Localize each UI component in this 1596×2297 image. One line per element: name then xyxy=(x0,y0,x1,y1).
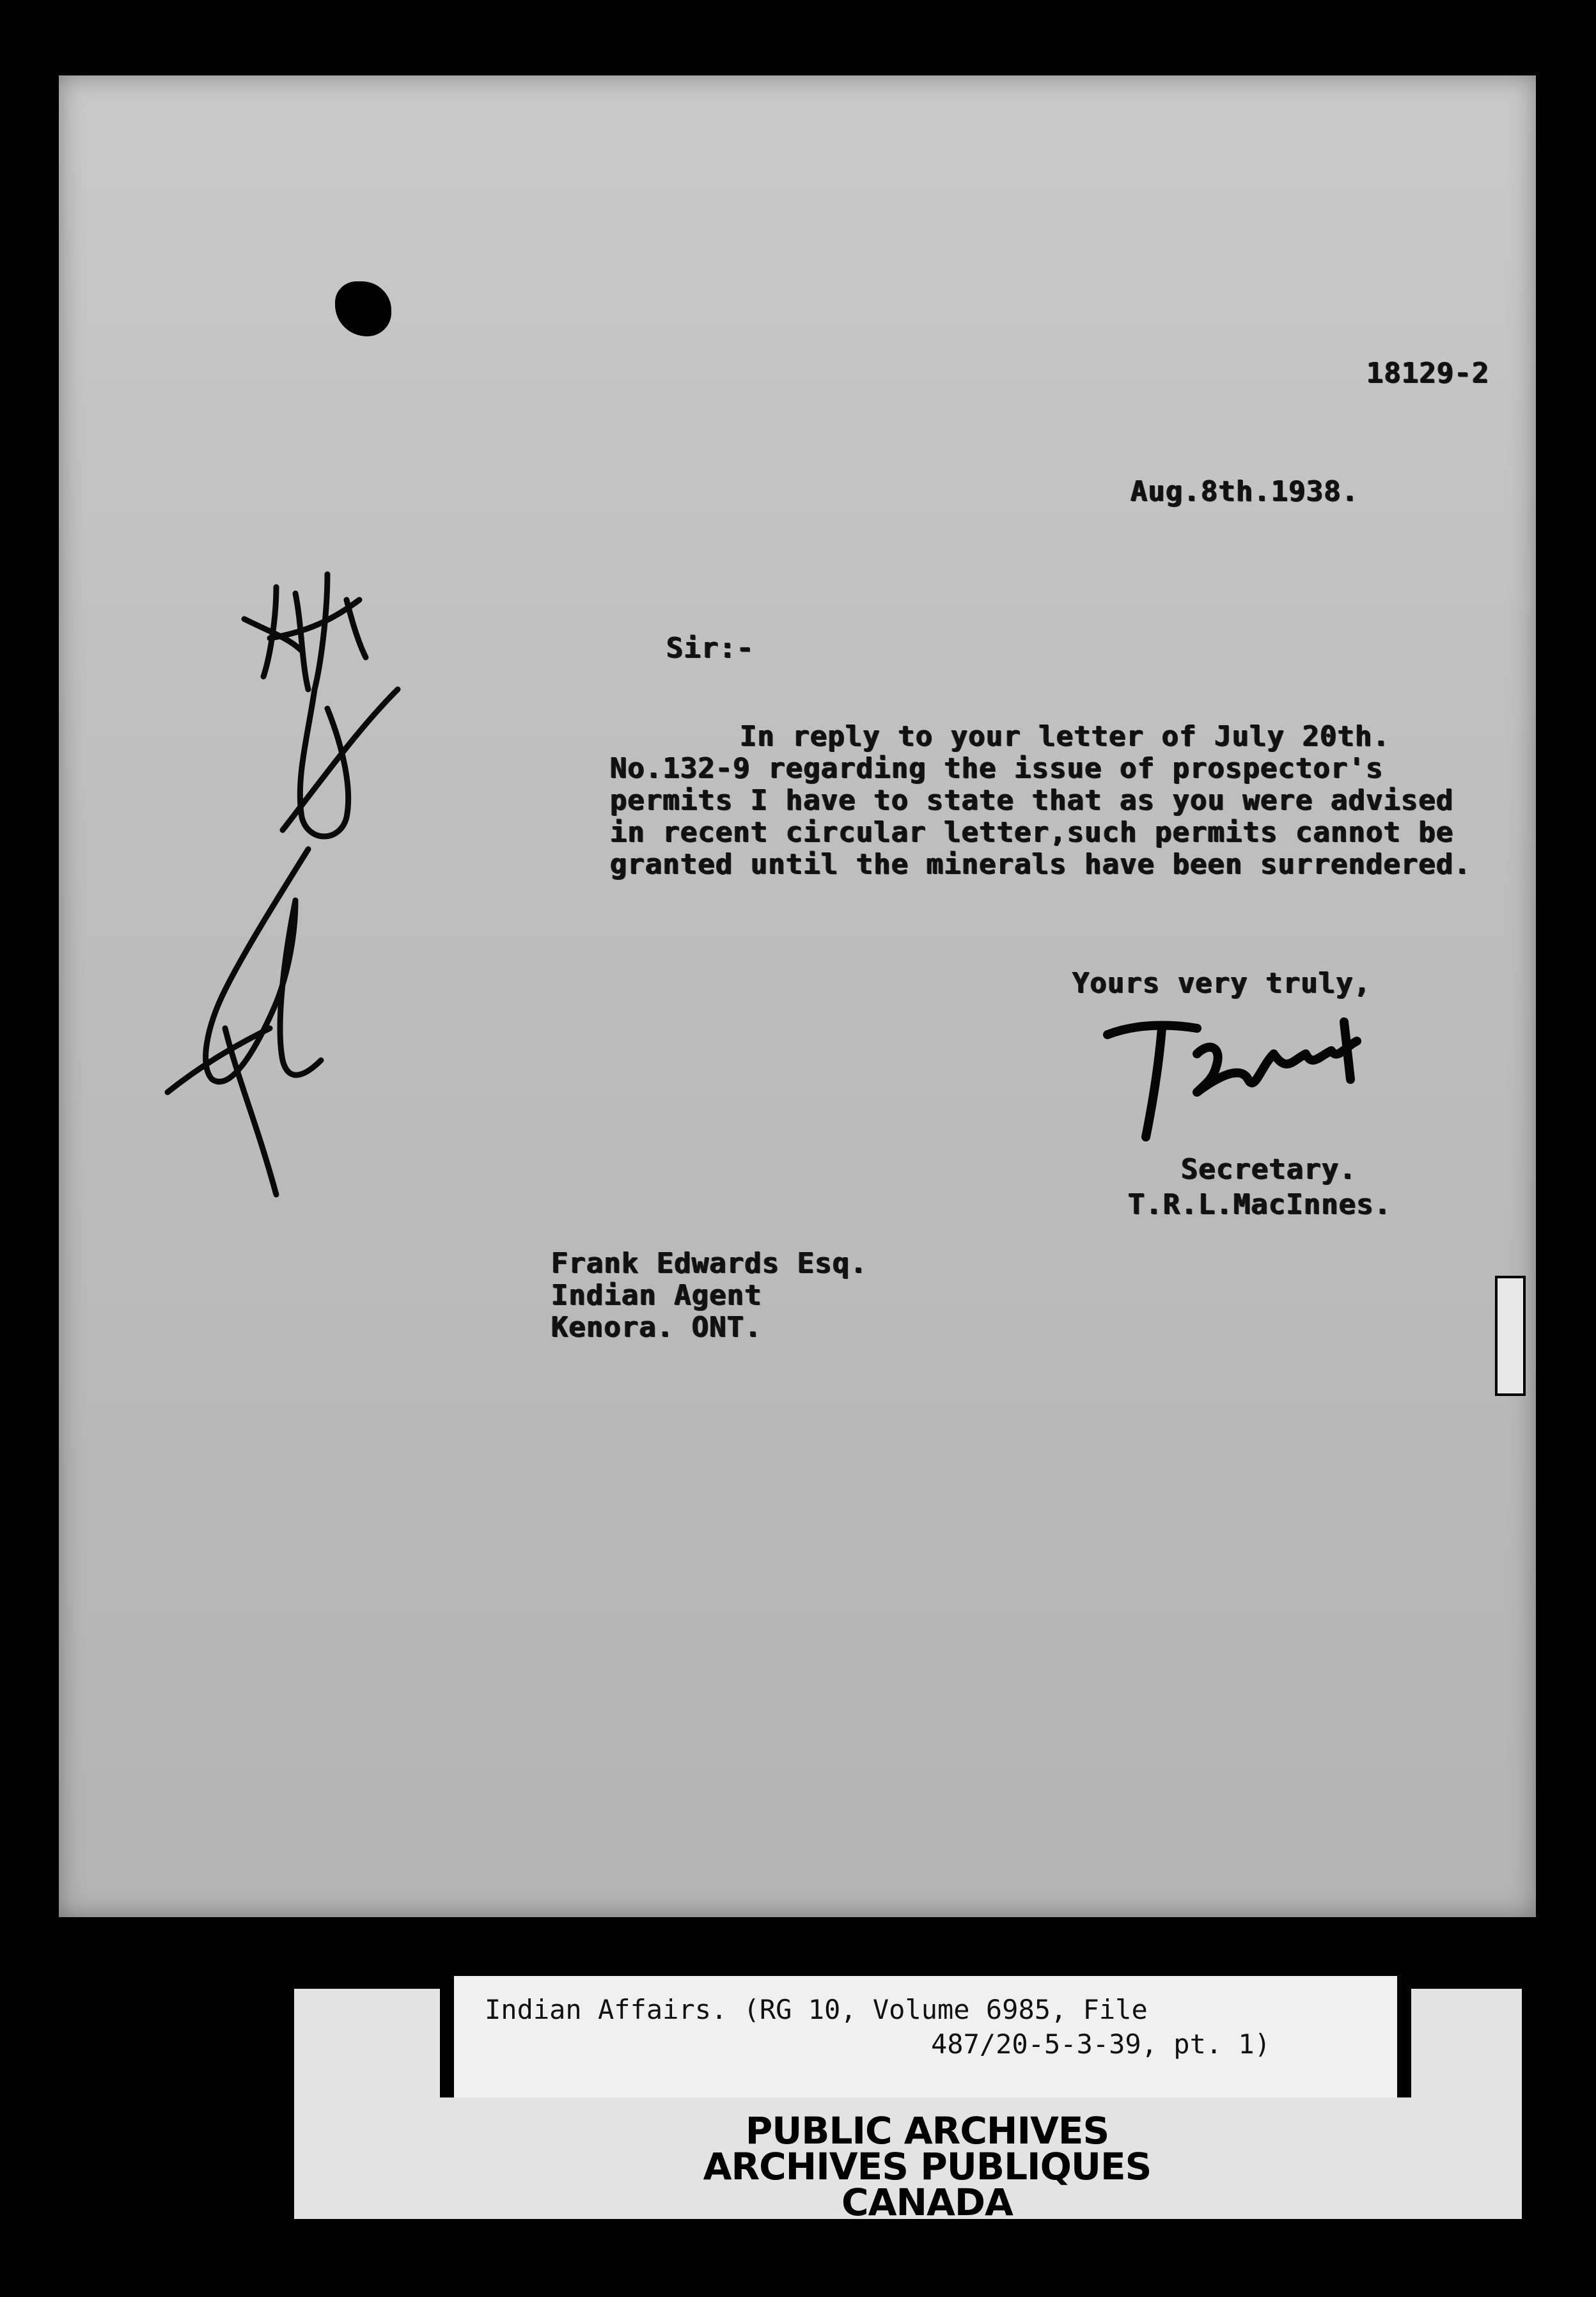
signer-title: Secretary. xyxy=(1181,1153,1357,1186)
addressee-line: Frank Edwards Esq. xyxy=(551,1247,868,1280)
file-number: 18129-2 xyxy=(1366,357,1490,389)
salutation: Sir:- xyxy=(666,632,755,664)
body-line: granted until the minerals have been surrendered. xyxy=(610,848,1472,881)
addressee-line: Indian Agent xyxy=(551,1279,762,1312)
archive-reference-line: 487/20-5-3-39, pt. 1) xyxy=(931,2028,1271,2060)
archive-stamp-line: PUBLIC ARCHIVES xyxy=(745,2109,1109,2152)
letter-date: Aug.8th.1938. xyxy=(1130,475,1359,508)
punch-hole xyxy=(335,281,391,336)
signer-name: T.R.L.MacInnes. xyxy=(1128,1188,1392,1221)
closing: Yours very truly, xyxy=(1072,967,1372,1000)
body-line: In reply to your letter of July 20th. xyxy=(740,720,1391,753)
archive-reference-line: Indian Affairs. (RG 10, Volume 6985, File xyxy=(485,1994,1148,2025)
handwritten-initials-top xyxy=(231,561,411,868)
archive-stamp-line: ARCHIVES PUBLIQUES xyxy=(703,2145,1152,2188)
body-line: permits I have to state that as you were advised xyxy=(610,784,1454,817)
signature xyxy=(1101,996,1421,1156)
page-tab xyxy=(1495,1276,1526,1396)
body-line: in recent circular letter,such permits cannot be xyxy=(610,816,1454,849)
letter-page xyxy=(59,75,1536,1917)
handwritten-initials-bottom xyxy=(148,836,353,1207)
addressee-line: Kenora. ONT. xyxy=(551,1311,762,1344)
archive-stamp-line: CANADA xyxy=(841,2181,1013,2224)
body-line: No.132-9 regarding the issue of prospector's xyxy=(610,752,1384,785)
